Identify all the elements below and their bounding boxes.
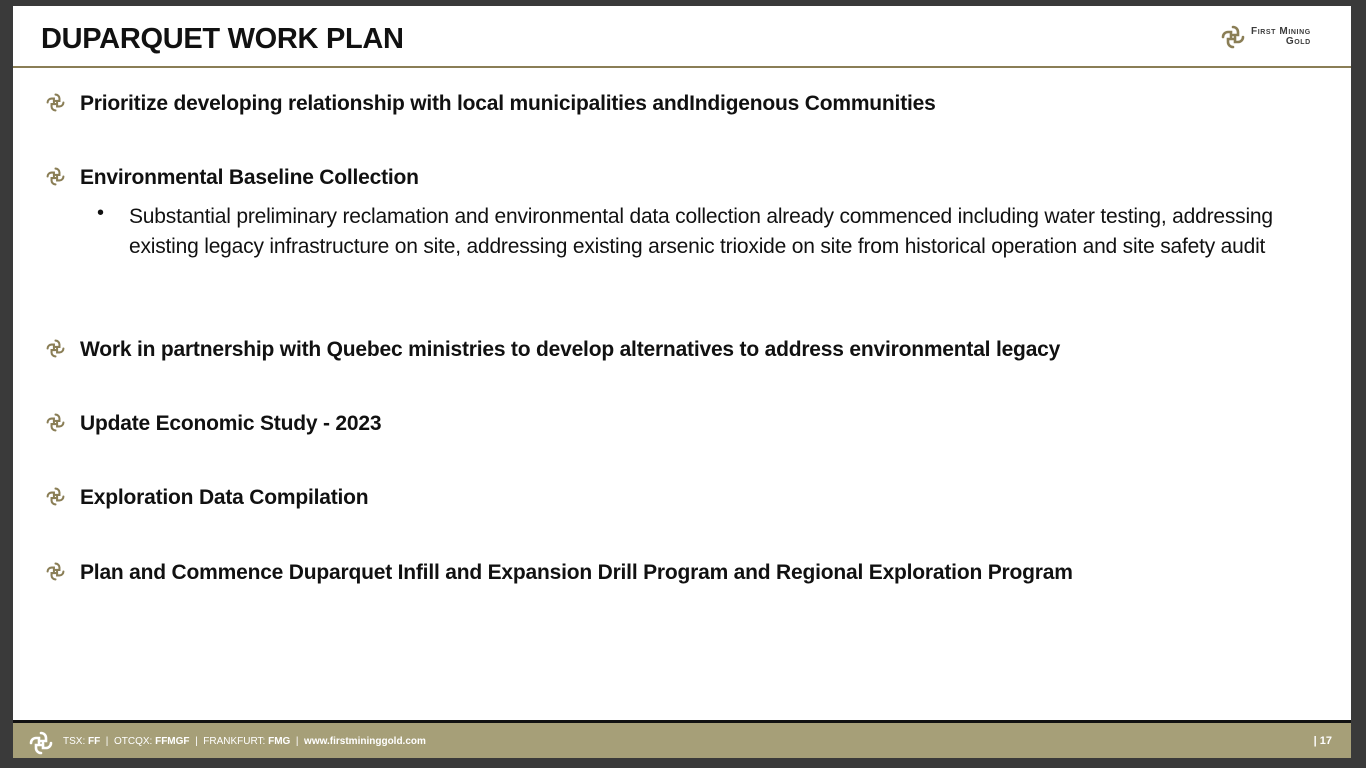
work-plan-item-text: Work in partnership with Quebec ministries to develop alternatives to address environmental legacy (80, 338, 1061, 361)
work-plan-item-text: Plan and Commence Duparquet Infill and Expansion Drill Program and Regional Exploration Program (80, 561, 1073, 584)
sub-bullet-text: Substantial preliminary reclamation and environmental data collection already commenced including water testing, addressing existing legacy infrastructure on site, addressing existing arsenic trioxide on site from historical operation and site safety audit (129, 205, 1273, 258)
slide (13, 6, 1351, 758)
company-logo (1221, 22, 1341, 52)
first-mining-logo-icon (29, 731, 53, 755)
first-mining-knot-icon (46, 93, 65, 112)
otc-label: OTCQX: (113, 736, 153, 747)
page-number (1314, 735, 1332, 747)
tsx-value: FF (88, 736, 101, 747)
frankfurt-label: FRANKFURT: (203, 736, 266, 747)
slide-footer (13, 720, 1351, 758)
slide-title: DUPARQUET WORK PLAN (41, 23, 404, 55)
work-plan-item-text: Environmental Baseline Collection (80, 166, 419, 189)
first-mining-logo-icon (1221, 25, 1245, 49)
title-divider (13, 66, 1351, 68)
page-number-value: 17 (1319, 735, 1332, 747)
work-plan-item-text: Prioritize developing relationship with local municipalities andIndigenous Communities (80, 92, 936, 115)
footer-separator: | (295, 736, 299, 747)
first-mining-knot-icon (46, 339, 65, 358)
logo-wordmark (1251, 27, 1311, 47)
footer-separator: | (195, 736, 198, 747)
first-mining-knot-icon (46, 167, 65, 186)
otc-value: FFMGF (155, 736, 190, 747)
website-link[interactable]: www.firstmininggold.com (304, 736, 426, 747)
footer-tickers (63, 736, 426, 747)
work-plan-item-text: Update Economic Study - 2023 (80, 412, 382, 435)
first-mining-knot-icon (46, 413, 65, 432)
first-mining-knot-icon (46, 562, 65, 581)
logo-line-2: Gold (1285, 36, 1311, 47)
work-plan-item-text: Exploration Data Compilation (80, 486, 369, 509)
frankfurt-value: FMG (268, 736, 291, 747)
footer-separator: | (105, 736, 109, 747)
tsx-label: TSX: (63, 736, 86, 747)
page-number-separator: | (1313, 735, 1317, 747)
bullet-dot-icon: • (97, 202, 105, 224)
first-mining-knot-icon (46, 487, 65, 506)
logo-line-1: First Mining (1251, 26, 1311, 37)
